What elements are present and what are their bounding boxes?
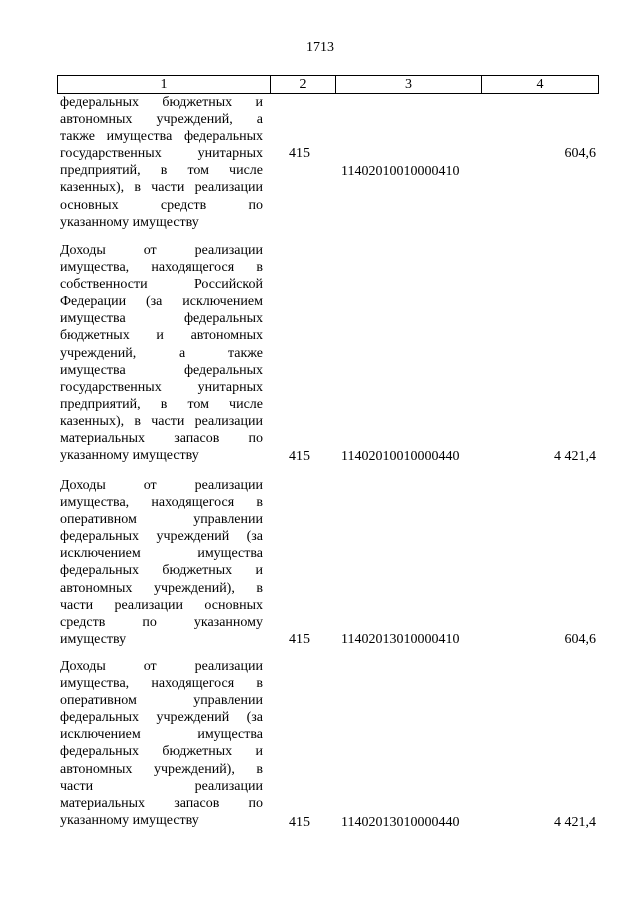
- row-description: Доходы от реализации имущества, находящегося в оперативном управлении федеральных учреждений (за исключением имущества федеральных бюджетных и автономных учреждений), в части реализации материальных запасов по указанному имуществу: [60, 659, 263, 828]
- table-header: [57, 75, 599, 94]
- row-amount: 604,6: [564, 146, 596, 161]
- row-amount: 4 421,4: [554, 449, 596, 464]
- row-code: 415: [289, 815, 310, 830]
- row-description: Доходы от реализации имущества, находящегося в собственности Российской Федерации (за исключением имущества федеральных бюджетных и автономных учреждений, а также имущества федеральных государственных унитарных предприятий, в том числе казенных), в части реализации материальных запасов по указанному имуществу: [60, 243, 263, 464]
- row-kbk: 11402013010000440: [341, 815, 460, 830]
- row-code: 415: [289, 146, 310, 161]
- row-amount: 4 421,4: [554, 815, 596, 830]
- page-number: 1713: [306, 40, 334, 55]
- row-amount: 604,6: [564, 632, 596, 647]
- row-kbk: 11402013010000410: [341, 632, 460, 647]
- row-kbk: 11402010010000440: [341, 449, 460, 464]
- header-col-2: 2: [271, 76, 336, 94]
- header-col-3: 3: [336, 76, 482, 94]
- row-description: Доходы от реализации имущества, находящегося в оперативном управлении федеральных учреждений (за исключением имущества федеральных бюджетных и автономных учреждений), в части реализации основных средств по указанному имуществу: [60, 478, 263, 647]
- header-col-4: 4: [482, 76, 599, 94]
- row-description: федеральных бюджетных и автономных учреждений, а также имущества федеральных государственных унитарных предприятий, в том числе казенных), в части реализации основных средств по указанному имуществу: [60, 95, 263, 230]
- row-kbk: 11402010010000410: [341, 164, 460, 179]
- header-col-1: 1: [58, 76, 271, 94]
- row-code: 415: [289, 632, 310, 647]
- row-code: 415: [289, 449, 310, 464]
